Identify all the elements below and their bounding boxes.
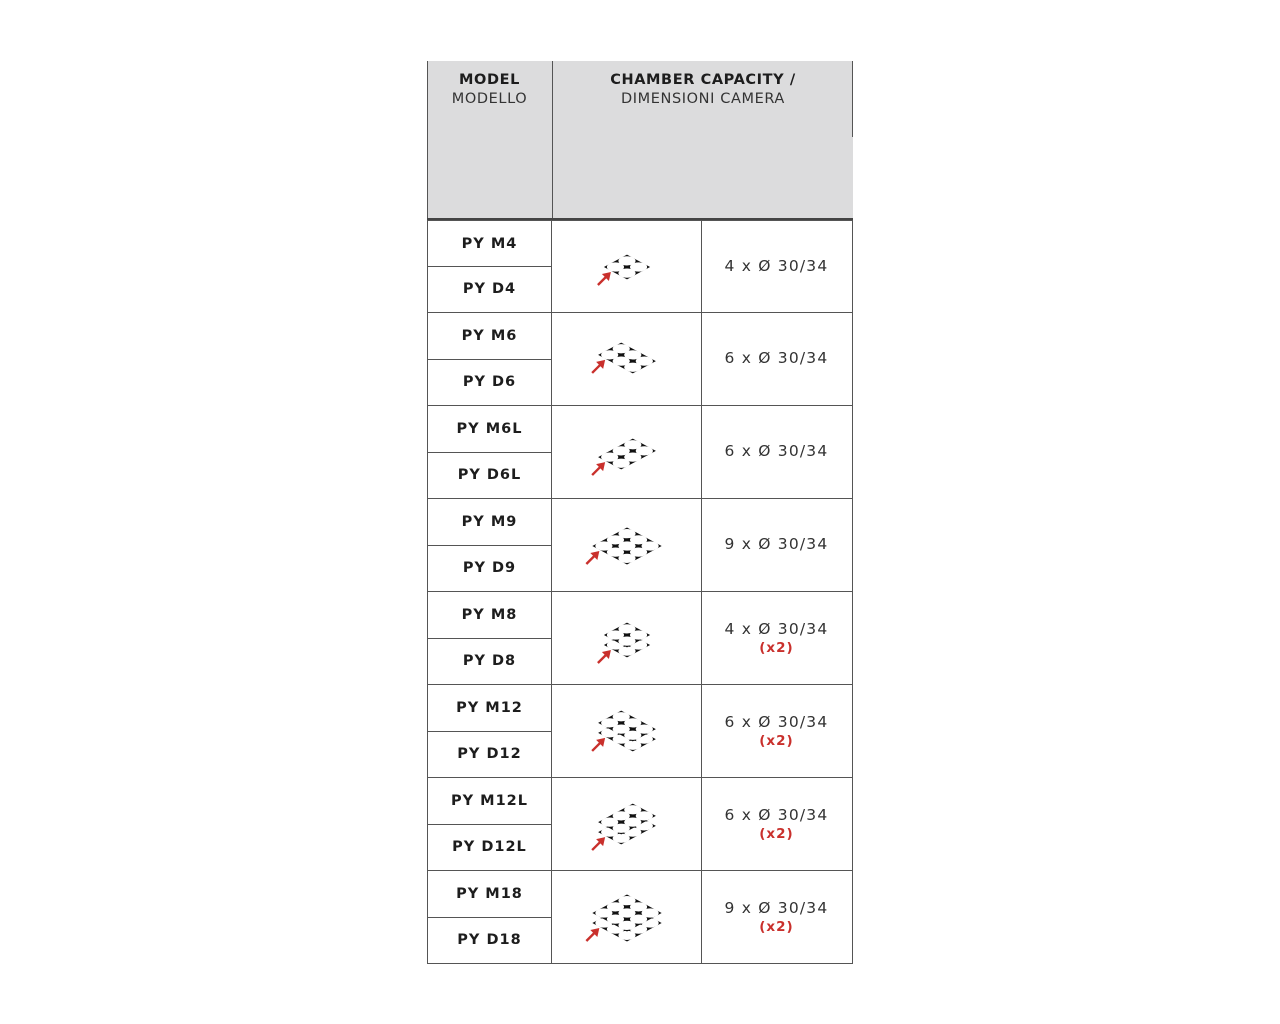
model-d-cell: PY D12 [427,731,551,778]
model-d-cell: PY D8 [427,638,551,685]
model-header-en: MODEL [459,72,520,88]
tray-slot [618,269,635,278]
tray-cell [551,778,702,871]
model-m-cell: PY M12 [427,685,551,732]
capacity-multiplier: (x2) [759,640,794,656]
model-d-cell: PY D6L [427,452,551,499]
model-m-cell: PY M12L [427,778,551,825]
capacity-value: 9 x Ø 30/34 [724,899,829,917]
tray-slot [624,741,641,750]
capacity-header [553,71,853,109]
capacity-cell [701,220,853,313]
model-header-it: MODELLO [451,91,528,107]
tray-slot [624,363,641,372]
capacity-cell [701,499,853,592]
tray-9-icon [552,499,703,592]
tray-slot [618,647,635,656]
tray-4-icon [552,221,703,314]
tray-6l-icon [552,406,703,499]
direction-arrow-icon [586,928,599,941]
tray-slot [618,637,635,646]
capacity-header-en: CHAMBER CAPACITY / [610,72,796,88]
capacity-cell [701,592,853,685]
tray-slot [613,459,630,468]
tray-cell [551,592,702,685]
table-row [427,220,853,313]
tray-slot [618,921,635,930]
tray-6l-double-icon [552,778,703,871]
direction-arrow-icon [598,650,611,663]
table-header [427,61,853,219]
capacity-cell [701,685,853,778]
direction-arrow-icon [592,462,605,475]
capacity-multiplier: (x2) [759,919,794,935]
tray-slot [613,824,630,833]
model-m-cell: PY M9 [427,499,551,546]
tray-cell [551,406,702,499]
direction-arrow-icon [592,837,605,850]
model-m-cell: PY M18 [427,871,551,918]
model-d-cell: PY D9 [427,545,551,592]
direction-arrow-icon [598,272,611,285]
tray-cell [551,499,702,592]
model-m-cell: PY M4 [427,220,551,267]
capacity-cell [701,406,853,499]
tray-slot [613,834,630,843]
tray-cell [551,871,702,964]
direction-arrow-icon [592,738,605,751]
capacity-cell [701,313,853,406]
model-d-cell: PY D18 [427,917,551,964]
tray-4-double-icon [552,592,703,685]
model-m-cell: PY M8 [427,592,551,639]
capacity-cell [701,871,853,964]
tray-9-double-icon [552,871,703,964]
capacity-value: 6 x Ø 30/34 [724,442,829,460]
table-row [427,592,853,685]
capacity-value: 9 x Ø 30/34 [724,535,829,553]
model-header [427,71,552,109]
tray-cell [551,685,702,778]
table-row [427,685,853,778]
tray-slot [624,731,641,740]
model-d-cell: PY D4 [427,266,551,313]
tray-6-icon [552,313,703,406]
capacity-value: 6 x Ø 30/34 [724,713,829,731]
model-d-cell: PY D6 [427,359,551,406]
table-row [427,406,853,499]
tray-cell [551,313,702,406]
capacity-value: 6 x Ø 30/34 [724,806,829,824]
model-m-cell: PY M6 [427,313,551,360]
tray-slot [618,554,635,563]
table-row [427,499,853,592]
table-row [427,871,853,964]
capacity-header-it: DIMENSIONI CAMERA [621,91,785,107]
table-row [427,778,853,871]
capacity-multiplier: (x2) [759,826,794,842]
capacity-value: 4 x Ø 30/34 [724,620,829,638]
model-d-cell: PY D12L [427,824,551,871]
direction-arrow-icon [586,551,599,564]
direction-arrow-icon [592,360,605,373]
capacity-table [427,61,853,963]
capacity-multiplier: (x2) [759,733,794,749]
capacity-value: 6 x Ø 30/34 [724,349,829,367]
tray-6-double-icon [552,685,703,778]
table-row [427,313,853,406]
model-m-cell: PY M6L [427,406,551,453]
capacity-cell [701,778,853,871]
tray-slot [618,931,635,940]
table-body [427,220,853,964]
capacity-value: 4 x Ø 30/34 [724,256,829,275]
tray-cell [551,220,702,313]
